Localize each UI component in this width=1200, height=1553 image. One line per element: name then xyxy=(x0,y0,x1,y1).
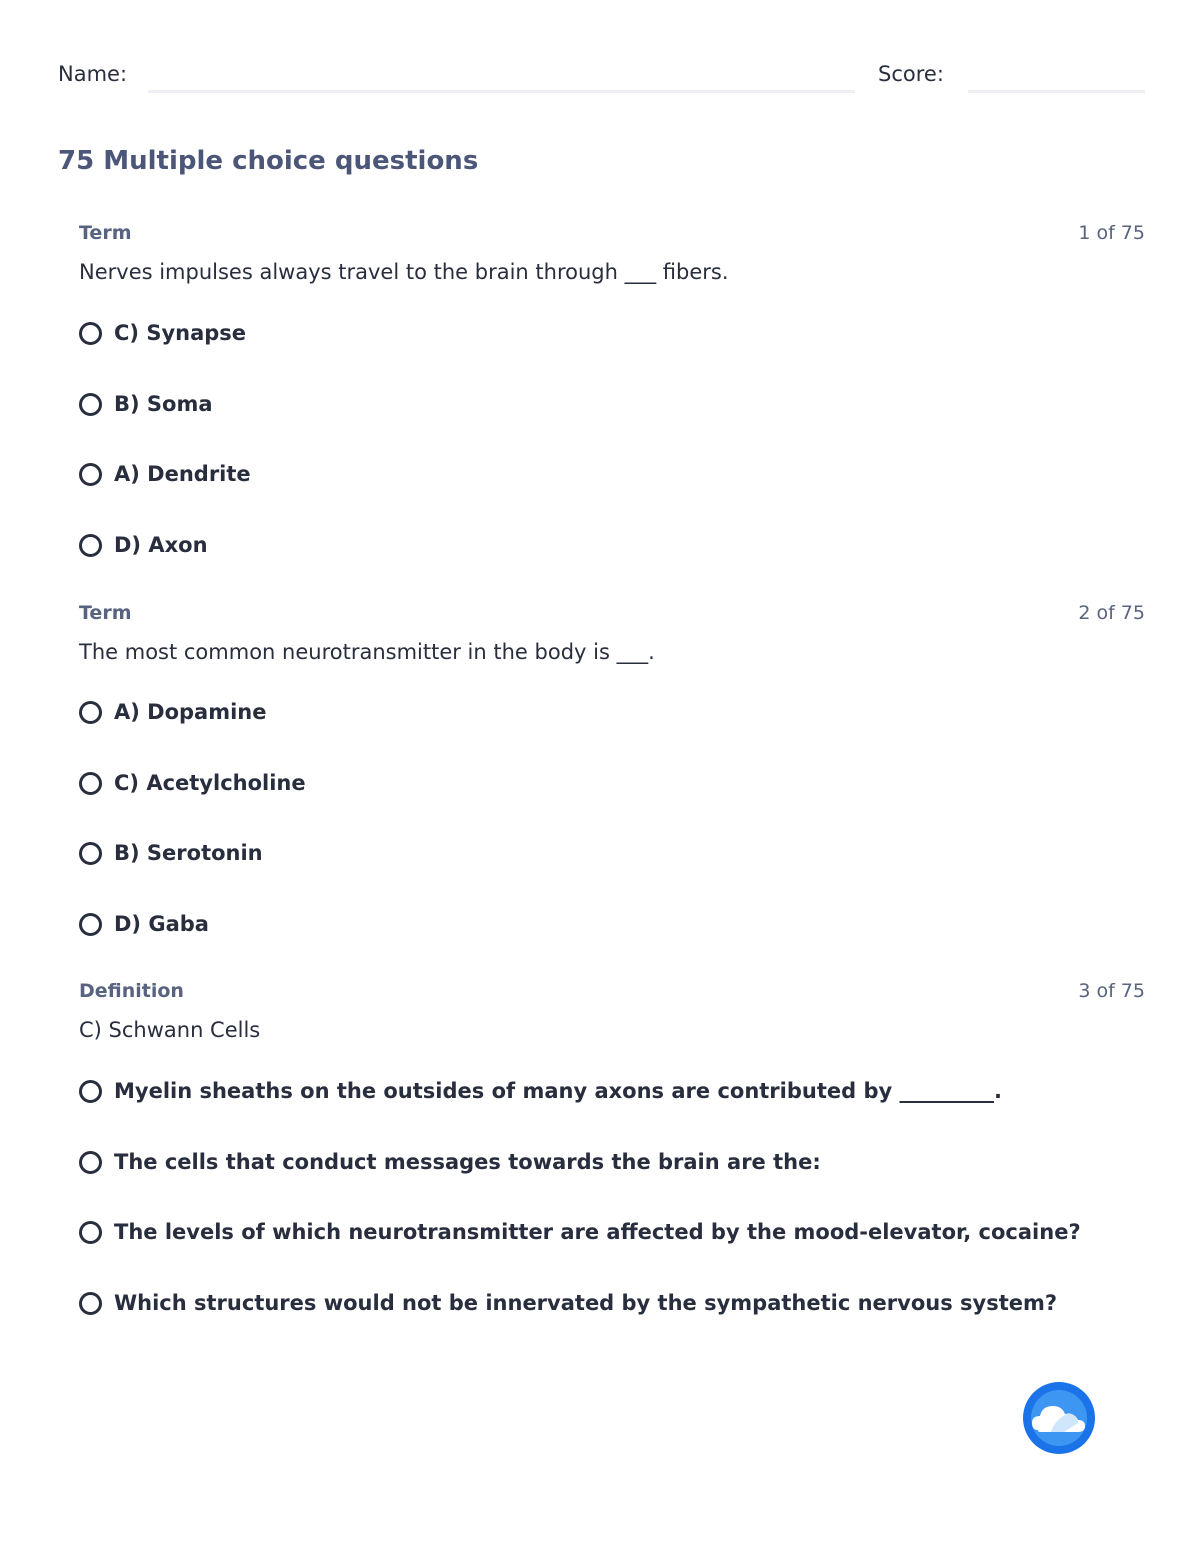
answer-option-label: D) Axon xyxy=(114,533,208,557)
radio-icon[interactable] xyxy=(79,463,102,486)
radio-icon[interactable] xyxy=(79,1221,102,1244)
radio-icon[interactable] xyxy=(79,1292,102,1315)
name-field[interactable] xyxy=(148,90,855,93)
answer-option-label: D) Gaba xyxy=(114,912,209,936)
answer-option[interactable] xyxy=(79,1147,821,1177)
score-field[interactable] xyxy=(968,90,1145,93)
answer-option-label: Myelin sheaths on the outsides of many axons are contributed by _________. xyxy=(114,1079,1002,1103)
radio-icon[interactable] xyxy=(79,322,102,345)
answer-option[interactable] xyxy=(79,1076,1002,1106)
header xyxy=(58,60,1145,100)
answer-option[interactable] xyxy=(79,768,306,798)
question-type: Definition xyxy=(79,980,184,1002)
radio-icon[interactable] xyxy=(79,1080,102,1103)
answer-option[interactable] xyxy=(79,697,267,727)
page-title: 75 Multiple choice questions xyxy=(58,146,479,176)
answer-option-label: A) Dendrite xyxy=(114,462,251,486)
answer-option-label: Which structures would not be innervated by the sympathetic nervous system? xyxy=(114,1291,1058,1315)
question-type: Term xyxy=(79,222,132,244)
score-label: Score: xyxy=(878,62,944,86)
radio-icon[interactable] xyxy=(79,772,102,795)
radio-icon[interactable] xyxy=(79,913,102,936)
answer-option-label: A) Dopamine xyxy=(114,700,267,724)
answer-option-label: C) Acetylcholine xyxy=(114,771,306,795)
cloud-logo-icon xyxy=(1022,1381,1096,1455)
question-prompt: Nerves impulses always travel to the brain through ___ fibers. xyxy=(79,260,729,284)
answer-option[interactable] xyxy=(79,318,246,348)
answer-option-label: B) Serotonin xyxy=(114,841,263,865)
radio-icon[interactable] xyxy=(79,393,102,416)
name-label: Name: xyxy=(58,62,128,86)
question-count: 2 of 75 xyxy=(1078,602,1145,624)
answer-option-label: The cells that conduct messages towards the brain are the: xyxy=(114,1150,821,1174)
question-count: 3 of 75 xyxy=(1078,980,1145,1002)
radio-icon[interactable] xyxy=(79,701,102,724)
radio-icon[interactable] xyxy=(79,534,102,557)
answer-option-label: C) Synapse xyxy=(114,321,247,345)
answer-option-label: B) Soma xyxy=(114,392,213,416)
answer-option[interactable] xyxy=(79,530,208,560)
question-prompt: C) Schwann Cells xyxy=(79,1018,261,1042)
answer-option-label: The levels of which neurotransmitter are affected by the mood-elevator, cocaine? xyxy=(114,1220,1081,1244)
answer-option[interactable] xyxy=(79,1217,1081,1247)
radio-icon[interactable] xyxy=(79,1151,102,1174)
answer-option[interactable] xyxy=(79,389,213,419)
question-type: Term xyxy=(79,602,132,624)
question-count: 1 of 75 xyxy=(1078,222,1145,244)
radio-icon[interactable] xyxy=(79,842,102,865)
answer-option[interactable] xyxy=(79,838,263,868)
answer-option[interactable] xyxy=(79,909,209,939)
answer-option[interactable] xyxy=(79,1288,1057,1318)
answer-option[interactable] xyxy=(79,459,251,489)
question-prompt: The most common neurotransmitter in the body is ___. xyxy=(79,640,655,664)
